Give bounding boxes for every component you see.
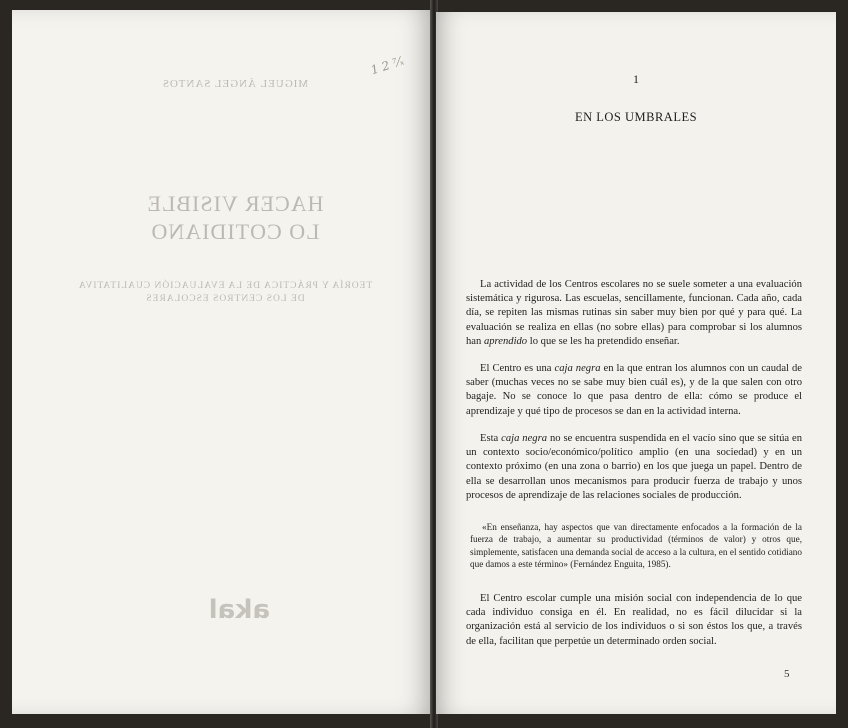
showthrough-title [100, 190, 370, 246]
paragraph-2: El Centro es una caja negra en la que entran los alumnos con un caudal de saber (muchas veces no se sabe muy bien cuál es), y de la que salen con otro bagaje. No se conoce lo que pasa dentro de ella: cómo se produce el aprendizaje y qué tipo de procesos se dan en la actividad interna. [466, 363, 803, 417]
paragraph-4: El Centro escolar cumple una misión social con independencia de lo que cada individuo consiga en él. En realidad, no es fácil dilucidar si la organización está al servicio de los individuos o si son éstos los que, a través de ella, facilitan que perpetúe un determinado orden social. [466, 593, 802, 647]
paragraph-3: Esta caja negra no se encuentra suspendida en el vacío sino que se sitúa en un contexto socio/económico/político amplio (en una sociedad) y en un contexto próximo (en una zona o barrio) en los que juega un papel. Dentro de ella se desarrollan unos mecanismos para producir fuerza de trabajo y unos procesos de aprendizaje de las relaciones sociales de producción. [466, 433, 802, 501]
showthrough-publisher-logo: akal [208, 595, 270, 625]
showthrough-subtitle-line1: TEORÍA Y PRÁCTICA DE LA EVALUACIÓN CUALITATIVA [77, 281, 373, 291]
pencil-annotation: 1 2 ⁷⁄ₓ [368, 53, 406, 78]
page-number: 5 [784, 668, 790, 680]
showthrough-author: MIGUEL ÁNGEL SANTOS [161, 78, 309, 90]
chapter-number: 1 [633, 72, 639, 86]
showthrough-subtitle-line2: DE LOS CENTROS ESCOLARES [145, 294, 305, 304]
showthrough-title-line2: LO COTIDIANO [150, 219, 320, 244]
block-quote: «En enseñanza, hay aspectos que van directamente enfocados a la formación de la fuerza de trabajo, a aumentar su productividad (términos de valor) y otros que, simplemente, satisfacen una demanda social de acceso a la cultura, en el sentido cotidiano que damos a este término» (Fernández Enguita, 1985). [470, 522, 802, 570]
paragraph-1: La actividad de los Centros escolares no se suele someter a una evaluación sistemática y rigurosa. Las escuelas, sencillamente, funcionan. Cada año, cada día, se repiten las mismas rutinas sin saber muy bien por qué y para qué. La evaluación se realiza en ellas (no sobre ellas) para comprobar si los alumnos han aprendido lo que se les ha pretendido enseñar. [466, 279, 802, 347]
showthrough-title-line1: HACER VISIBLE [146, 191, 324, 216]
showthrough-subtitle [60, 280, 390, 306]
chapter-title: EN LOS UMBRALES [574, 110, 698, 124]
